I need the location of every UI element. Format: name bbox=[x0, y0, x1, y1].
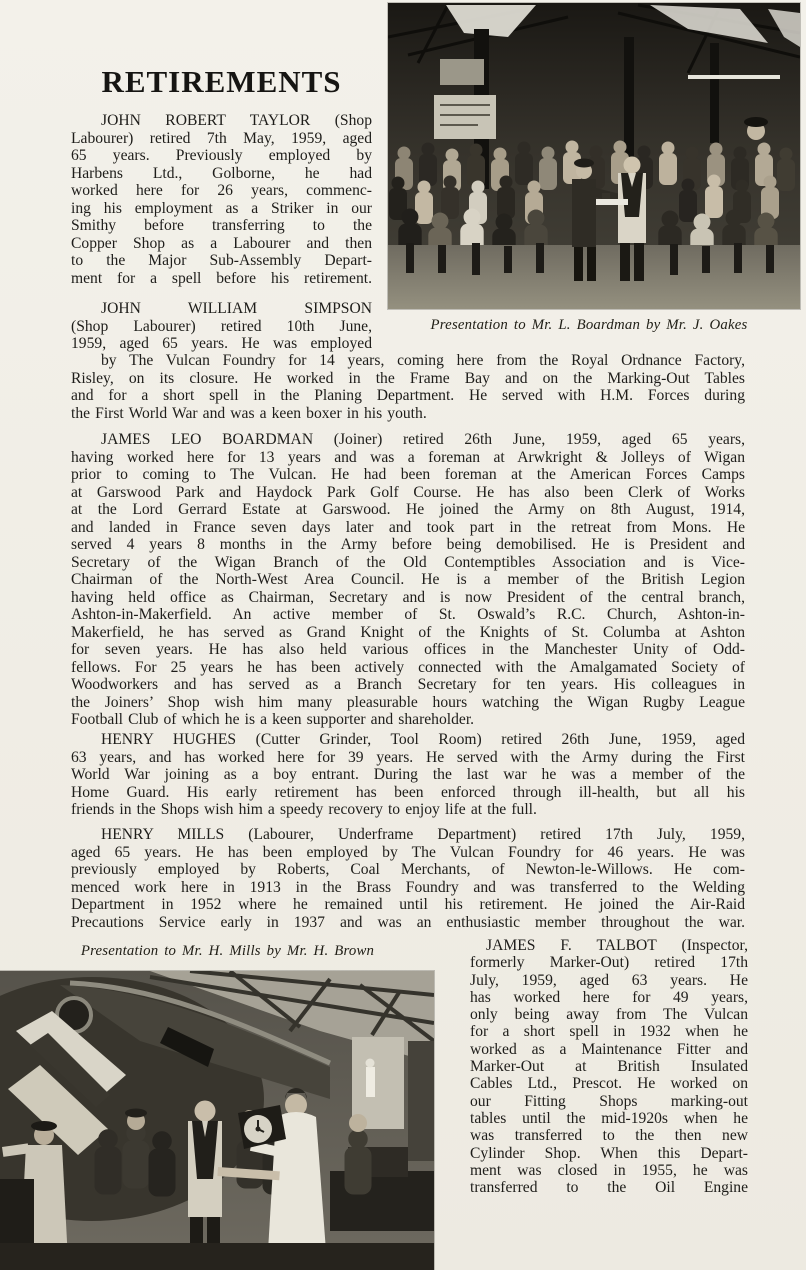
text-line: by The Vulcan Foundry for 14 years, coming here from the Royal Ordnance Factory, bbox=[101, 352, 745, 369]
text-line: prior to coming to The Vulcan. He had been foreman at the American Forces Camps bbox=[71, 466, 745, 483]
page-title: RETIREMENTS bbox=[101, 64, 342, 99]
strip-light bbox=[688, 75, 780, 79]
text-line: and landed in France seven days later and took part in the retreat from Mons. He bbox=[71, 518, 745, 536]
paragraph-simpson-wide bbox=[71, 352, 745, 422]
crate-left bbox=[0, 1179, 34, 1243]
photo-caption-boardman: Presentation to Mr. L. Boardman by Mr. J. Oakes bbox=[430, 317, 748, 333]
text-line: transferred to the Oil Engine bbox=[470, 1179, 748, 1197]
text-line: JOHN WILLIAM SIMPSON bbox=[101, 300, 372, 317]
text-line: worked here for 26 years, commenc- bbox=[71, 182, 372, 199]
text-line: to the Major Sub-Assembly Depart- bbox=[71, 252, 372, 269]
text-line: Harbens Ltd., Golborne, he had bbox=[71, 164, 372, 182]
factory-crowd-photo-illustration bbox=[388, 3, 800, 309]
text-line: has worked here for 49 years, bbox=[470, 988, 748, 1006]
paragraph-boardman bbox=[71, 431, 745, 729]
text-line: Secretary of the Wigan Branch of the Old Contemptibles Association and is Vice- bbox=[71, 553, 745, 571]
text-line: Ashton-in-Makerfield. An active member of St. Oswald’s R.C. Church, Ashton-in- bbox=[71, 606, 745, 623]
text-line: 63 years, and has worked here for 39 years. He served with the Army during the First bbox=[71, 748, 745, 766]
text-line: HENRY MILLS (Labourer, Underframe Department) retired 17th July, 1959, bbox=[101, 826, 745, 843]
paragraph-hughes bbox=[71, 731, 745, 819]
paragraph-talbot bbox=[470, 937, 748, 1196]
text-line: JOHN ROBERT TAYLOR (Shop bbox=[101, 112, 372, 129]
text-line: 1959, aged 65 years. He was employed bbox=[71, 335, 372, 352]
text-line: JAMES F. TALBOT (Inspector, bbox=[486, 937, 748, 954]
text-line: formerly Marker-Out) retired 17th bbox=[470, 954, 748, 972]
photo-caption-mills: Presentation to Mr. H. Mills by Mr. H. Brown bbox=[80, 943, 375, 959]
text-line: Woodworkers and has served as a Branch Secretary for ten years. His colleagues in bbox=[71, 676, 745, 693]
text-line: Home Guard. His early retirement has been enforced through ill-health, but all his bbox=[71, 783, 745, 801]
text-line: JAMES LEO BOARDMAN (Joiner) retired 26th June, 1959, aged 65 years, bbox=[101, 431, 745, 448]
text-line: (Shop Labourer) retired 10th June, bbox=[71, 317, 372, 335]
locomotive-presentation-photo-illustration bbox=[0, 971, 434, 1270]
text-line: Smithy before transferring to the bbox=[71, 217, 372, 234]
text-line: served 4 years 8 months in the Army before being demobilised. He is President and bbox=[71, 536, 745, 553]
text-line: was transferred to the then new bbox=[470, 1127, 748, 1145]
text-line: our Fitting Shops marking-out bbox=[470, 1092, 748, 1110]
text-line: ment was closed in 1955, he was bbox=[470, 1161, 748, 1179]
paragraph-taylor bbox=[71, 112, 372, 287]
text-line: Chairman of the North-West Area Council. He is a member of the British Legion bbox=[71, 571, 745, 588]
text-line: the First World War and was a keen boxer in his youth. bbox=[71, 404, 427, 422]
text-line: Cables Ltd., Prescot. He worked on bbox=[470, 1075, 748, 1093]
text-line: at Garswood Park and Haydock Park Golf Course. He has also been Clerk of Works bbox=[71, 483, 745, 501]
text-line: aged 65 years. He has been employed by The Vulcan Foundry for 46 years. He was bbox=[71, 843, 745, 861]
text-line: fellows. For 25 years he has been actively connected with the Amalgamated Society of bbox=[71, 658, 745, 676]
text-line: Cylinder Shop. When this Depart- bbox=[470, 1144, 748, 1162]
text-line: Department in 1952 where he remained until his retirement. He joined the Air-Raid bbox=[71, 896, 745, 913]
text-line: ment for a spell before his retirement. bbox=[71, 269, 372, 287]
text-line: 65 years. Previously employed by bbox=[71, 147, 372, 164]
text-line: Football Club of which he is a keen supporter and shareholder. bbox=[71, 711, 475, 728]
text-line: for seven years. He has also held various offices in the Manchester Unity of Odd- bbox=[71, 641, 745, 658]
text-line: having worked here for 13 years and was a foreman at Arwkright & Jolleys of Wigan bbox=[71, 448, 745, 466]
text-line: menced work here in 1913 in the Brass Foundry and was transferred to the Welding bbox=[71, 878, 745, 896]
text-line: Makerfield, he has served as Grand Knight of the Knights of St. Columba at Ashton bbox=[71, 623, 745, 641]
text-line: and for a short spell in the Planing Department. He served with H.M. Forces during bbox=[71, 387, 745, 404]
text-line: World War joining as a boy entrant. During the last war he was a member of the bbox=[71, 766, 745, 783]
paragraph-simpson-narrow bbox=[71, 300, 372, 353]
text-line: worked as a Maintenance Fitter and bbox=[470, 1040, 748, 1058]
text-line: HENRY HUGHES (Cutter Grinder, Tool Room) retired 26th June, 1959, aged bbox=[101, 731, 745, 748]
text-line: Precautions Service early in 1937 and was an enthusiastic member throughout the war. bbox=[71, 913, 745, 931]
text-line: previously employed by Roberts, Coal Merchants, of Newton-le-Willows. He com- bbox=[71, 861, 745, 878]
text-line: for a short spell in 1932 when he bbox=[470, 1023, 748, 1041]
text-line: having held office as Chairman, Secretary and is now President of the central branch, bbox=[71, 588, 745, 606]
text-line: ing his employment as a Striker in our bbox=[71, 199, 372, 217]
floor-shadow bbox=[0, 1243, 434, 1270]
text-line: at the Lord Gerrard Estate at Garswood. He joined the Army on 8th August, 1914, bbox=[71, 501, 745, 518]
text-line: only being away from The Vulcan bbox=[470, 1006, 748, 1024]
text-line: the Joiners’ Shop wish him many pleasurable hours watching the Wigan Rugby League bbox=[71, 693, 745, 711]
text-line: Marker-Out at British Insulated bbox=[470, 1058, 748, 1076]
text-line: July, 1959, aged 63 years. He bbox=[470, 971, 748, 989]
text-line: tables until the mid-1920s when he bbox=[470, 1109, 748, 1127]
text-line: Copper Shop as a Labourer and then bbox=[71, 234, 372, 252]
photo-mills-presentation bbox=[0, 971, 434, 1270]
paragraph-mills bbox=[71, 826, 745, 931]
text-line: Risley, on its closure. He worked in the Frame Bay and on the Marking-Out Tables bbox=[71, 369, 745, 387]
text-line: Labourer) retired 7th May, 1959, aged bbox=[71, 129, 372, 147]
photo-boardman-presentation bbox=[388, 3, 800, 309]
text-line: friends in the Shops wish him a speedy recovery to enjoy life at the full. bbox=[71, 801, 537, 818]
